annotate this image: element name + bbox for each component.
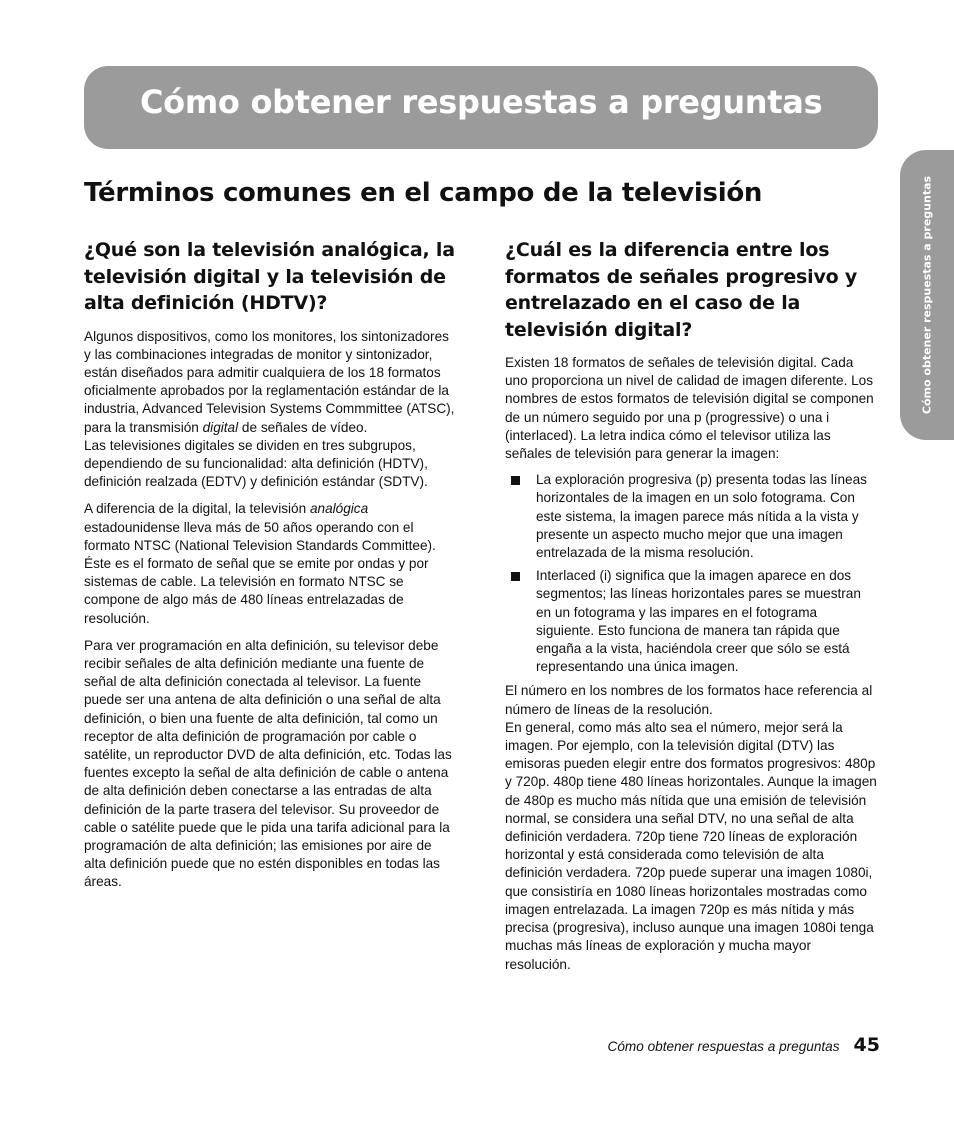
right-column bbox=[505, 237, 877, 974]
emphasis-digital: digital bbox=[202, 419, 239, 435]
list-item-text: Interlaced (i) significa que la imagen aparece en dos segmentos; las líneas horizontales pares se muestran en un fotograma y las impares en el fotograma siguiente. Esto funciona de manera tan rápida que engaña a la vista, haciéndola creer que sólo se está representando una única imagen. bbox=[536, 568, 861, 675]
text-run: de señales de vídeo. bbox=[238, 419, 368, 435]
side-tab-label: Cómo obtener respuestas a preguntas bbox=[920, 175, 934, 415]
right-intro: Existen 18 formatos de señales de televisión digital. Cada uno proporciona un nivel de calidad de imagen diferente. Los nombres de estos formatos de televisión digital se componen de un número seguido por una p (progressive) o una i (interlaced). La letra indica cómo el televisor utiliza las señales de televisión para generar la imagen: bbox=[505, 355, 874, 462]
chapter-title: Cómo obtener respuestas a preguntas bbox=[140, 83, 823, 121]
side-tab bbox=[900, 150, 954, 440]
text-run: En general, como más alto sea el número, mejor será la imagen. Por ejemplo, con la televisión digital (DTV) las emisoras pueden elegir entre dos formatos progresivos: 480p y 720p. 480p tiene 480 líneas horizontales. Aunque la imagen de 480p es mucho más nítida que una emisión de televisión normal, se considera una señal DTV, no una señal de alta definición verdadera. 720p tiene 720 líneas de exploración horizontal y está considerada como televisión de alta definición verdadera. 720p puede superar una imagen 1080i, que consistiría en 1080 líneas horizontales mostradas como imagen entrelazada. La imagen 720p es más nítida y más precisa (progresiva), incluso aunque una imagen 1080i tenga muchas más líneas de exploración y mucha mayor resolución. bbox=[505, 719, 877, 972]
format-list bbox=[505, 471, 877, 676]
chapter-banner bbox=[84, 66, 878, 149]
left-paragraph-2 bbox=[84, 500, 456, 627]
text-run: Las televisiones digitales se dividen en tres subgrupos, dependiendo de su funcionalidad: alta definición (HDTV), definición realzada (EDTV) y definición estándar (SDTV). bbox=[84, 437, 428, 490]
right-paragraph-after bbox=[505, 682, 877, 973]
footer-running-title: Cómo obtener respuestas a preguntas bbox=[607, 1039, 840, 1054]
left-column bbox=[84, 237, 456, 892]
square-bullet-icon bbox=[511, 572, 520, 581]
text-run: El número en los nombres de los formatos hace referencia al número de líneas de la resolución. bbox=[505, 683, 873, 717]
left-heading: ¿Qué son la televisión analógica, la televisión digital y la televisión de alta definición (HDTV)? bbox=[84, 239, 455, 314]
text-run: A diferencia de la digital, la televisión bbox=[84, 501, 310, 517]
page-footer bbox=[0, 1034, 880, 1056]
section-title: Términos comunes en el campo de la televisión bbox=[84, 178, 763, 208]
text-run: estadounidense lleva más de 50 años operando con el formato NTSC (National Television Standards Committee). Éste es el formato de señal que se emite por ondas y por sistemas de cable. La televisión en formato NTSC se compone de algo más de 480 líneas entrelazadas de resolución. bbox=[84, 519, 436, 626]
square-bullet-icon bbox=[511, 476, 520, 485]
list-item-text: La exploración progresiva (p) presenta todas las líneas horizontales de la imagen en un solo fotograma. Con este sistema, la imagen parece más nítida a la vista y presente un aspecto mucho mejor que una imagen entrelazada de la misma resolución. bbox=[536, 472, 867, 561]
list-item bbox=[505, 471, 877, 562]
list-item bbox=[505, 567, 877, 676]
right-heading: ¿Cuál es la diferencia entre los formatos de señales progresivo y entrelazado en el caso de la televisión digital? bbox=[505, 239, 858, 341]
left-paragraph-1 bbox=[84, 328, 456, 492]
left-paragraph-3: Para ver programación en alta definición, su televisor debe recibir señales de alta definición mediante una fuente de señal de alta definición conectada al televisor. La fuente puede ser una antena de alta definición o una señal de alta definición, o bien una fuente de alta definición, tal como un receptor de alta definición de programación por cable o satélite, un reproductor DVD de alta definición, etc. Todas las fuentes excepto la señal de alta definición de cable o antena de alta definición deben conectarse a las entradas de alta definición de la parte trasera del televisor. Su proveedor de cable o satélite puede que le pida una tarifa adicional para la programación de alta definición; las emisiones por aire de alta definición puede que no estén disponibles en todas las áreas. bbox=[84, 637, 452, 890]
emphasis-analogica: analógica bbox=[309, 501, 369, 517]
page-number: 45 bbox=[853, 1034, 880, 1056]
text-run: Algunos dispositivos, como los monitores, los sintonizadores y las combinaciones integradas de monitor y sintonizador, están diseñados para admitir cualquiera de los 18 formatos oficialmente aprobados por la reglamentación estándar de la industria, Advanced Television Systems Commmittee (ATSC), para la transmisión bbox=[84, 328, 455, 435]
